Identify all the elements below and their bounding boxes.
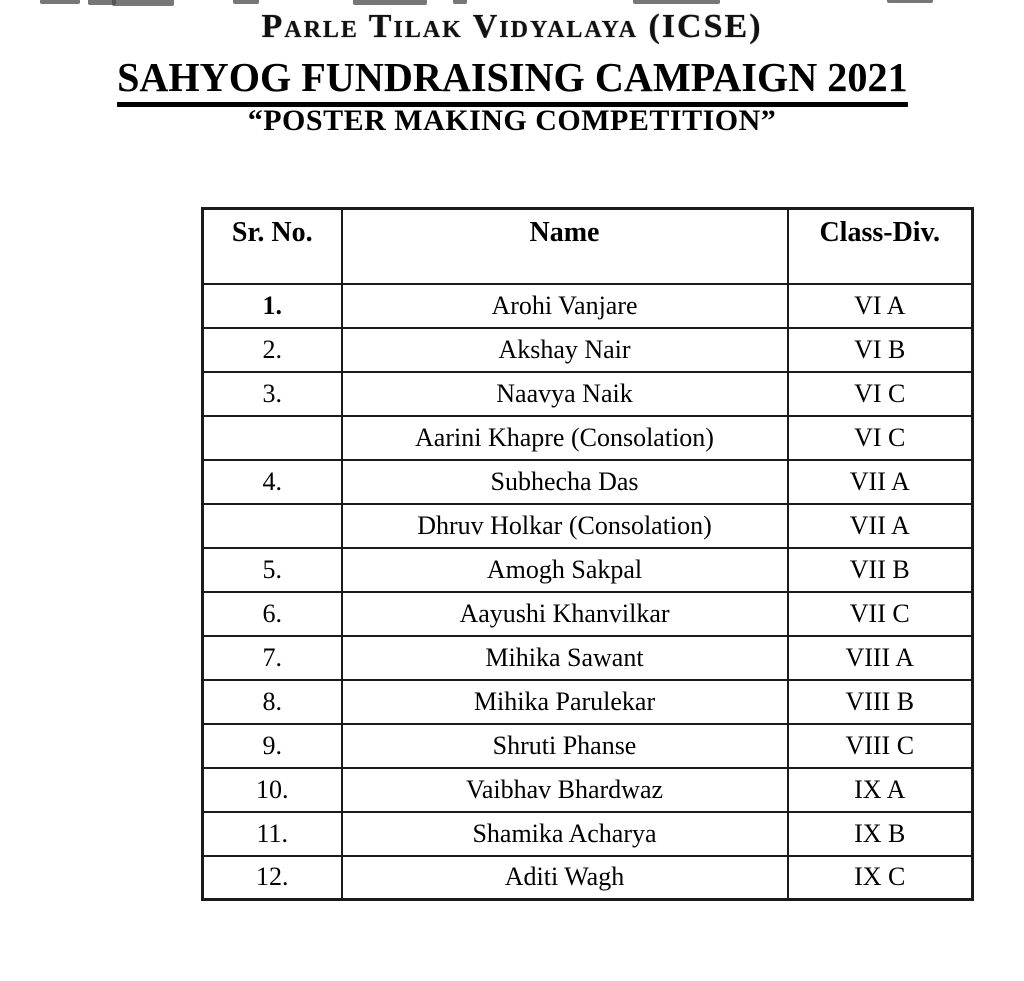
school-title: Parle Tilak Vidyalaya (ICSE)	[261, 8, 763, 45]
scan-artifact	[112, 0, 174, 6]
cell-name: Amogh Sakpal	[342, 548, 788, 592]
cell-name: Dhruv Holkar (Consolation)	[342, 504, 788, 548]
cell-name: Naavya Naik	[342, 372, 788, 416]
column-header-name: Name	[342, 209, 788, 284]
cell-class-div: VIII B	[788, 680, 973, 724]
table-row	[203, 812, 973, 856]
cell-sr-no: 12.	[203, 856, 342, 900]
table-row	[203, 636, 973, 680]
cell-class-div: IX C	[788, 856, 973, 900]
table-row	[203, 284, 973, 328]
table-row	[203, 504, 973, 548]
cell-sr-no: 1.	[203, 284, 342, 328]
cell-name: Vaibhav Bhardwaz	[342, 768, 788, 812]
cell-name: Mihika Sawant	[342, 636, 788, 680]
cell-sr-no: 7.	[203, 636, 342, 680]
scan-artifact	[233, 0, 259, 4]
cell-sr-no: 2.	[203, 328, 342, 372]
cell-sr-no: 5.	[203, 548, 342, 592]
cell-class-div: VI A	[788, 284, 973, 328]
column-header-class-div: Class-Div.	[788, 209, 973, 284]
table-body	[203, 284, 973, 900]
cell-name: Mihika Parulekar	[342, 680, 788, 724]
cell-name: Shruti Phanse	[342, 724, 788, 768]
table-row	[203, 592, 973, 636]
cell-sr-no	[203, 416, 342, 460]
cell-name: Aayushi Khanvilkar	[342, 592, 788, 636]
table-row	[203, 768, 973, 812]
cell-class-div: VI C	[788, 416, 973, 460]
cell-name: Shamika Acharya	[342, 812, 788, 856]
cell-sr-no	[203, 504, 342, 548]
cell-class-div: VIII A	[788, 636, 973, 680]
table-row	[203, 328, 973, 372]
cell-class-div: VII C	[788, 592, 973, 636]
table-row	[203, 460, 973, 504]
column-header-sr-no: Sr. No.	[203, 209, 342, 284]
table-row	[203, 416, 973, 460]
competition-subtitle: “POSTER MAKING COMPETITION”	[247, 104, 777, 137]
cell-class-div: VII A	[788, 460, 973, 504]
cell-name: Subhecha Das	[342, 460, 788, 504]
scan-artifact	[887, 0, 933, 3]
table-row	[203, 856, 973, 900]
scan-artifact	[40, 0, 80, 4]
cell-class-div: IX B	[788, 812, 973, 856]
table-row	[203, 548, 973, 592]
table-header-row	[203, 209, 973, 284]
cell-class-div: VI C	[788, 372, 973, 416]
cell-sr-no: 3.	[203, 372, 342, 416]
cell-sr-no: 4.	[203, 460, 342, 504]
results-table	[201, 207, 974, 901]
cell-sr-no: 6.	[203, 592, 342, 636]
cell-name: Akshay Nair	[342, 328, 788, 372]
cell-sr-no: 10.	[203, 768, 342, 812]
table-row	[203, 680, 973, 724]
cell-class-div: VII A	[788, 504, 973, 548]
cell-sr-no: 9.	[203, 724, 342, 768]
campaign-title	[0, 53, 1024, 107]
table-row	[203, 372, 973, 416]
scan-artifact	[353, 0, 427, 5]
table-row	[203, 724, 973, 768]
cell-sr-no: 8.	[203, 680, 342, 724]
cell-class-div: VI B	[788, 328, 973, 372]
scan-artifact	[633, 0, 720, 4]
campaign-title-text: SAHYOG FUNDRAISING CAMPAIGN 2021	[117, 53, 908, 107]
cell-name: Aarini Khapre (Consolation)	[342, 416, 788, 460]
cell-name: Aditi Wagh	[342, 856, 788, 900]
scan-artifact	[453, 0, 467, 4]
cell-name: Arohi Vanjare	[342, 284, 788, 328]
cell-class-div: VIII C	[788, 724, 973, 768]
cell-class-div: VII B	[788, 548, 973, 592]
cell-class-div: IX A	[788, 768, 973, 812]
cell-sr-no: 11.	[203, 812, 342, 856]
